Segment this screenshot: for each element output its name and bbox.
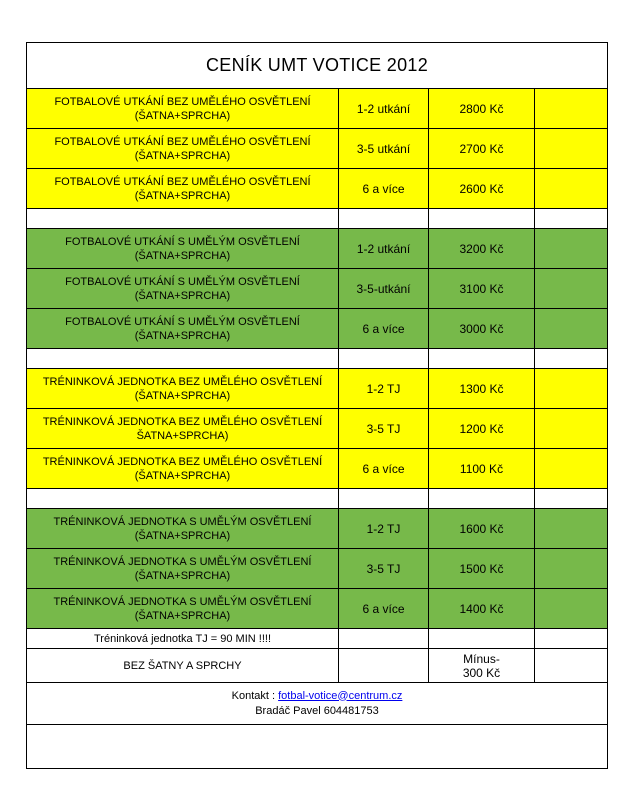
empty-cell bbox=[339, 489, 429, 509]
empty-cell bbox=[339, 649, 429, 683]
spacer-row bbox=[27, 209, 607, 229]
empty-cell bbox=[27, 349, 339, 369]
minus-discount bbox=[429, 649, 535, 683]
service-description: TRÉNINKOVÁ JEDNOTKA S UMĚLÝM OSVĚTLENÍ (ŠATNA+SPRCHA) bbox=[27, 509, 339, 549]
empty-cell bbox=[535, 589, 607, 629]
empty-cell bbox=[535, 509, 607, 549]
quantity-cell: 1-2 utkání bbox=[339, 89, 429, 129]
price-row bbox=[27, 409, 607, 449]
no-locker-label: BEZ ŠATNY A SPRCHY bbox=[27, 649, 339, 683]
empty-cell bbox=[27, 209, 339, 229]
contact-line bbox=[232, 689, 403, 704]
quantity-cell: 3-5-utkání bbox=[339, 269, 429, 309]
service-description: FOTBALOVÉ UTKÁNÍ S UMĚLÝM OSVĚTLENÍ (ŠATNA+SPRCHA) bbox=[27, 309, 339, 349]
empty-cell bbox=[535, 409, 607, 449]
price-cell: 1300 Kč bbox=[429, 369, 535, 409]
empty-cell bbox=[429, 489, 535, 509]
price-row bbox=[27, 449, 607, 489]
service-description: FOTBALOVÉ UTKÁNÍ BEZ UMĚLÉHO OSVĚTLENÍ (ŠATNA+SPRCHA) bbox=[27, 129, 339, 169]
quantity-cell: 6 a více bbox=[339, 589, 429, 629]
price-cell: 1500 Kč bbox=[429, 549, 535, 589]
quantity-cell: 1-2 TJ bbox=[339, 509, 429, 549]
quantity-cell: 6 a více bbox=[339, 309, 429, 349]
empty-cell bbox=[535, 369, 607, 409]
price-row bbox=[27, 309, 607, 349]
empty-cell bbox=[339, 349, 429, 369]
price-row bbox=[27, 369, 607, 409]
price-row bbox=[27, 229, 607, 269]
service-description: FOTBALOVÉ UTKÁNÍ BEZ UMĚLÉHO OSVĚTLENÍ (ŠATNA+SPRCHA) bbox=[27, 89, 339, 129]
empty-cell bbox=[429, 209, 535, 229]
empty-cell bbox=[535, 89, 607, 129]
service-description: FOTBALOVÉ UTKÁNÍ S UMĚLÝM OSVĚTLENÍ (ŠATNA+SPRCHA) bbox=[27, 229, 339, 269]
price-cell: 2600 Kč bbox=[429, 169, 535, 209]
empty-cell bbox=[535, 489, 607, 509]
quantity-cell: 1-2 TJ bbox=[339, 369, 429, 409]
page-title: CENÍK UMT VOTICE 2012 bbox=[27, 43, 607, 89]
empty-cell bbox=[339, 629, 429, 649]
bottom-empty-row bbox=[27, 725, 607, 747]
empty-cell bbox=[339, 209, 429, 229]
price-row bbox=[27, 549, 607, 589]
quantity-cell: 6 a více bbox=[339, 449, 429, 489]
service-description: FOTBALOVÉ UTKÁNÍ BEZ UMĚLÉHO OSVĚTLENÍ (ŠATNA+SPRCHA) bbox=[27, 169, 339, 209]
contact-email-link[interactable]: fotbal-votice@centrum.cz bbox=[278, 689, 403, 702]
price-cell: 3000 Kč bbox=[429, 309, 535, 349]
contact-block bbox=[27, 683, 607, 725]
price-cell: 3100 Kč bbox=[429, 269, 535, 309]
minus-label: Mínus- bbox=[463, 651, 500, 666]
price-row bbox=[27, 169, 607, 209]
note-row bbox=[27, 629, 607, 649]
price-row bbox=[27, 269, 607, 309]
empty-cell bbox=[27, 489, 339, 509]
service-description: TRÉNINKOVÁ JEDNOTKA S UMĚLÝM OSVĚTLENÍ (ŠATNA+SPRCHA) bbox=[27, 589, 339, 629]
no-locker-row bbox=[27, 649, 607, 683]
price-row bbox=[27, 589, 607, 629]
price-row bbox=[27, 89, 607, 129]
empty-cell bbox=[535, 449, 607, 489]
empty-cell bbox=[535, 169, 607, 209]
quantity-cell: 6 a více bbox=[339, 169, 429, 209]
spacer-row bbox=[27, 489, 607, 509]
service-description: FOTBALOVÉ UTKÁNÍ S UMĚLÝM OSVĚTLENÍ (ŠATNA+SPRCHA) bbox=[27, 269, 339, 309]
empty-cell bbox=[535, 129, 607, 169]
empty-cell bbox=[535, 209, 607, 229]
tj-duration-note: Tréninková jednotka TJ = 90 MIN !!!! bbox=[27, 629, 339, 649]
empty-cell bbox=[535, 309, 607, 349]
price-cell: 3200 Kč bbox=[429, 229, 535, 269]
empty-cell bbox=[535, 549, 607, 589]
price-row bbox=[27, 509, 607, 549]
price-cell: 2800 Kč bbox=[429, 89, 535, 129]
empty-cell bbox=[535, 649, 607, 683]
quantity-cell: 3-5 utkání bbox=[339, 129, 429, 169]
contact-label: Kontakt : bbox=[231, 689, 279, 702]
price-cell: 1600 Kč bbox=[429, 509, 535, 549]
price-row bbox=[27, 129, 607, 169]
spacer-row bbox=[27, 349, 607, 369]
empty-cell bbox=[535, 229, 607, 269]
empty-cell bbox=[535, 629, 607, 649]
empty-cell bbox=[429, 349, 535, 369]
price-cell: 2700 Kč bbox=[429, 129, 535, 169]
empty-cell bbox=[429, 629, 535, 649]
empty-cell bbox=[535, 349, 607, 369]
price-cell: 1200 Kč bbox=[429, 409, 535, 449]
price-list-sheet bbox=[26, 42, 608, 769]
contact-person: Bradáč Pavel 604481753 bbox=[255, 704, 379, 717]
empty-cell bbox=[535, 269, 607, 309]
price-cell: 1400 Kč bbox=[429, 589, 535, 629]
price-cell: 1100 Kč bbox=[429, 449, 535, 489]
quantity-cell: 3-5 TJ bbox=[339, 409, 429, 449]
quantity-cell: 1-2 utkání bbox=[339, 229, 429, 269]
quantity-cell: 3-5 TJ bbox=[339, 549, 429, 589]
service-description: TRÉNINKOVÁ JEDNOTKA S UMĚLÝM OSVĚTLENÍ (ŠATNA+SPRCHA) bbox=[27, 549, 339, 589]
service-description: TRÉNINKOVÁ JEDNOTKA BEZ UMĚLÉHO OSVĚTLENÍ (ŠATNA+SPRCHA) bbox=[27, 369, 339, 409]
service-description: TRÉNINKOVÁ JEDNOTKA BEZ UMĚLÉHO OSVĚTLENÍ ŠATNA+SPRCHA) bbox=[27, 409, 339, 449]
minus-amount: 300 Kč bbox=[462, 665, 501, 680]
service-description: TRÉNINKOVÁ JEDNOTKA BEZ UMĚLÉHO OSVĚTLENÍ (ŠATNA+SPRCHA) bbox=[27, 449, 339, 489]
